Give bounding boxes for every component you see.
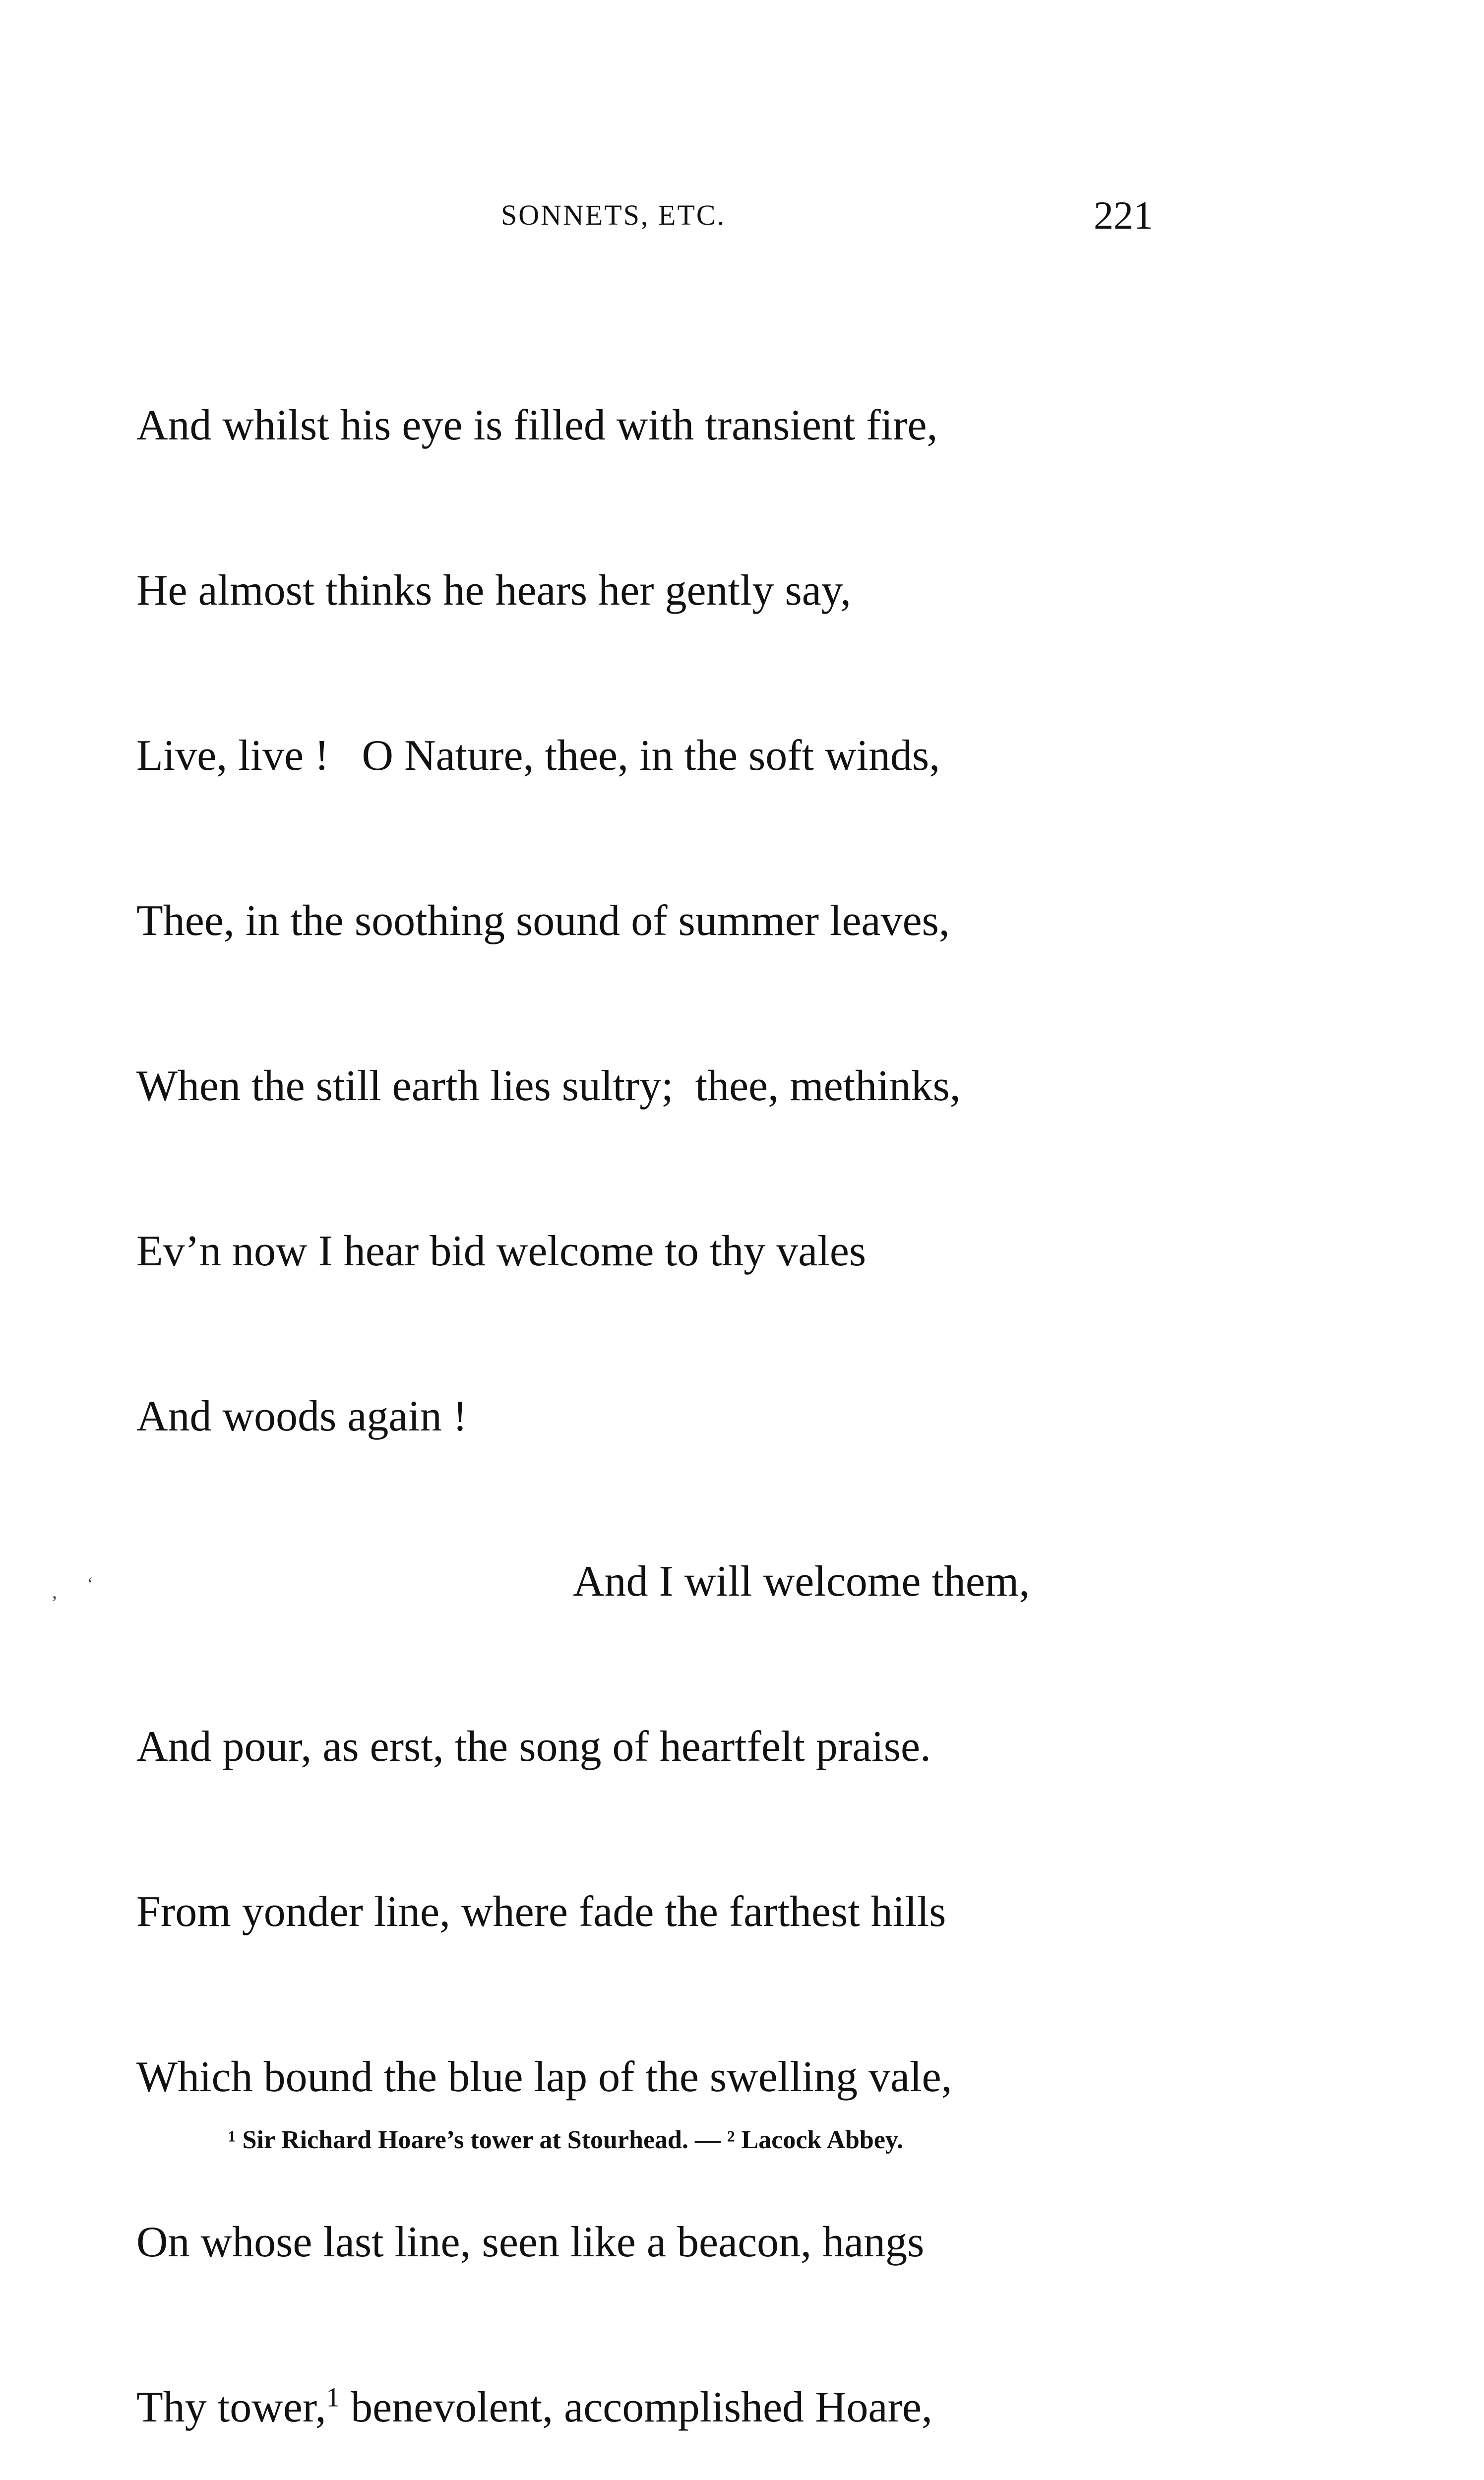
- page-number: 221: [1094, 194, 1153, 238]
- poem-line: And I will welcome them,: [573, 1557, 1030, 1606]
- poem-line: Thee, in the soothing sound of summer leaves,: [136, 897, 950, 945]
- print-speck: ,: [52, 1580, 57, 1603]
- footnote: [228, 2125, 903, 2155]
- poem-line-with-footnote: [136, 2380, 1406, 2435]
- poem-line: He almost thinks he hears her gently say,: [136, 566, 852, 615]
- print-speck: ‘: [87, 1573, 94, 1595]
- poem-line: And whilst his eye is filled with transient fire,: [136, 401, 938, 449]
- footnote-mark: ²: [727, 2126, 735, 2154]
- poem-line-part: benevolent, accomplished Hoare,: [340, 2383, 932, 2431]
- poem-line: From yonder line, where fade the farthest hills: [136, 1888, 946, 1936]
- running-head: SONNETS, ETC.: [501, 199, 726, 231]
- footnote-reference: 1: [326, 2382, 340, 2413]
- poem-line: And pour, as erst, the song of heartfelt praise.: [136, 1723, 931, 1771]
- footnote-mark: ¹: [228, 2126, 236, 2154]
- poem-line: And woods again !: [136, 1392, 468, 1440]
- poem-line: Ev’n now I hear bid welcome to thy vales: [136, 1227, 866, 1275]
- poem-line: On whose last line, seen like a beacon, hangs: [136, 2218, 925, 2266]
- poem-line-part: Thy tower,: [136, 2383, 326, 2431]
- poem-line: Which bound the blue lap of the swelling vale,: [136, 2053, 952, 2101]
- poem-line: When the still earth lies sultry; thee, methinks,: [136, 1062, 961, 1110]
- footnote-text: Sir Richard Hoare’s tower at Stourhead. —: [236, 2126, 727, 2154]
- footnote-text: Lacock Abbey.: [735, 2126, 904, 2154]
- poem-line: Live, live ! O Nature, thee, in the soft winds,: [136, 732, 940, 780]
